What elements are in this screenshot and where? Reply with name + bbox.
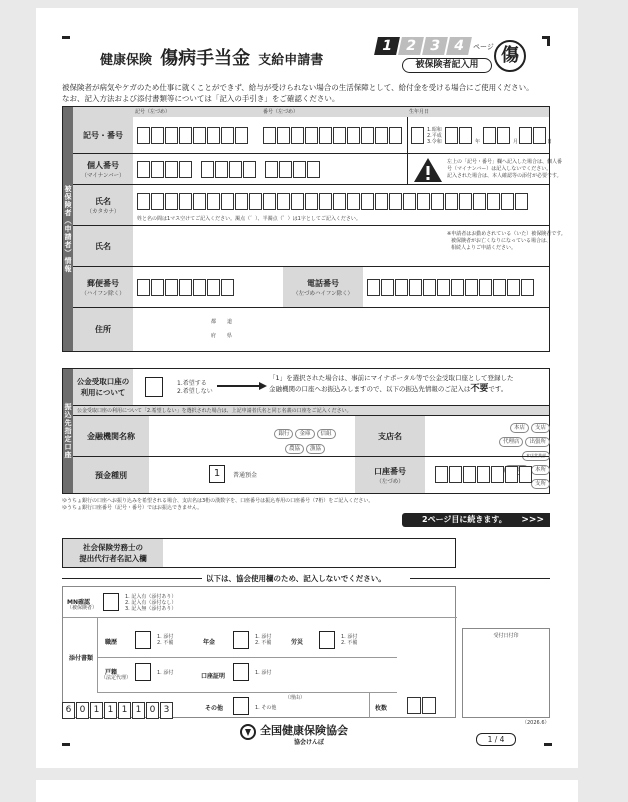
- rousai-opt-2: 2. 不備: [341, 640, 358, 646]
- name-input[interactable]: [135, 227, 405, 265]
- birth-divider: [407, 117, 408, 153]
- account-instruction-bar: [73, 405, 549, 416]
- insured-row-divider-1: [73, 153, 549, 154]
- bank-types: 銀行 金庫 信組 農協 漁協: [259, 424, 351, 454]
- next-page-edge: [36, 780, 578, 802]
- office-box: [62, 586, 456, 718]
- rousai-checkbox[interactable]: [319, 631, 335, 649]
- era-option-3: 3.令和: [427, 139, 442, 145]
- insured-row-divider-3: [73, 225, 549, 226]
- account-type-value[interactable]: 1: [209, 465, 225, 483]
- kyoukai-logo-icon: [240, 724, 256, 740]
- shokureki-label: 職歴: [105, 639, 118, 646]
- public-account-label: 公金受取口座の 利用について: [73, 369, 133, 405]
- insured-row-divider-2: [73, 184, 549, 185]
- office-vline-1: [97, 617, 98, 692]
- office-divider-2: [97, 657, 397, 658]
- pref-ken: 県: [227, 333, 233, 339]
- kouza-checkbox[interactable]: [233, 663, 249, 681]
- yucho-note-2: ゆうちょ銀行口座番号（記号・番号）ではお振込できません。: [62, 505, 203, 511]
- corner-mark-tr-v: [547, 36, 550, 46]
- corner-mark-bl: [62, 743, 70, 746]
- office-rule-left: [62, 578, 202, 579]
- public-account-checkbox[interactable]: [145, 377, 163, 397]
- number-hint: 番号（左づめ）: [263, 109, 299, 115]
- mynumber-divider: [407, 154, 408, 184]
- form-code: 6 0 1 1 1 1 0 3: [62, 702, 174, 719]
- mynumber-cells-c[interactable]: [265, 161, 321, 178]
- org-name: 全国健康保険協会: [260, 724, 348, 737]
- kouza-label: 口座証明: [201, 673, 226, 680]
- page-indicator: 1 / 4: [476, 733, 516, 746]
- mynumber-note-2: 号（マイナンバー）は記入しないでください。: [447, 166, 552, 172]
- shokureki-opt-1: 1. 添付: [157, 634, 174, 640]
- insured-badge: 被保険者記入用: [402, 58, 492, 73]
- insured-section: [62, 106, 566, 352]
- title-suffix: 支給申請書: [258, 53, 324, 68]
- step-2: 2: [398, 37, 424, 55]
- account-no-label: 口座番号 （左づめ）: [355, 457, 425, 493]
- warning-icon: [413, 157, 443, 183]
- mn-sub: （被保険者）: [67, 605, 98, 611]
- step-1: 1: [374, 37, 400, 55]
- reason-label: （理由）: [285, 695, 306, 701]
- mynumber-note-1: 左上の「記号・番号」欄へ記入した場合は、個人番: [447, 159, 563, 165]
- birth-year-cells[interactable]: [445, 127, 473, 144]
- form-page: [36, 8, 578, 768]
- public-note-emph: 不要: [470, 384, 489, 394]
- yucho-note-1: ゆうちょ銀行の口座へお振り込みを希望される場合、支店名は3桁の漢数字を、口座番号は振込専用の口座番号（7桁）をご記入ください。: [62, 498, 374, 504]
- birth-era-cell[interactable]: [411, 127, 424, 144]
- name-label: 氏名: [73, 226, 133, 266]
- koseki-label: 戸籍: [105, 669, 118, 676]
- other-label: その他: [205, 705, 224, 712]
- org-sub: 協会けんぽ: [294, 739, 325, 746]
- bank-name-label: 金融機関名称: [73, 416, 149, 456]
- koseki-sub: （法定代理）: [101, 675, 132, 681]
- era-option-1: 1.昭和: [427, 127, 442, 133]
- nenkin-label: 年金: [203, 639, 216, 646]
- intro-line-1: 被保険者が病気やケガのため仕事に就くことができず、給与が受けられない場合の生活保障として、給付金を受ける場合にご使用ください。: [62, 83, 534, 92]
- shokureki-checkbox[interactable]: [135, 631, 151, 649]
- office-divider-1: [63, 617, 457, 618]
- sharoushi-input[interactable]: [165, 540, 455, 566]
- title-main: 傷病手当金: [160, 48, 251, 69]
- birth-hint: 生年月日: [409, 109, 430, 115]
- kana-cells[interactable]: [137, 193, 529, 210]
- other-checkbox[interactable]: [233, 697, 249, 715]
- public-note-2: 金融機関の口座へお振込みしますので、以下の振込先情報のご記入は: [269, 385, 471, 393]
- sharoushi-box: [62, 538, 456, 568]
- arrow-right-icon: [217, 382, 267, 390]
- intro-line-2: なお、記入方法および添付書類等については「記入の手引き」をご確認ください。: [62, 94, 340, 103]
- page-word: ページ: [473, 43, 494, 51]
- name-note-3: 相続人よりご申請ください。: [451, 245, 517, 251]
- rousai-label: 労災: [291, 639, 304, 646]
- mn-opt-2: 2. 記入有（添付なし）: [125, 600, 177, 606]
- mn-checkbox[interactable]: [103, 593, 119, 611]
- pref-do: 道: [227, 319, 233, 325]
- name-note-2: 被保険者がお亡くなりになっている場合は、: [451, 238, 552, 244]
- birth-day-cells[interactable]: [519, 127, 547, 144]
- kana-note: 姓と名の間は1マス空けてご記入ください。濁点（゛）、半濁点（゜）は1字としてご記入ください。: [137, 216, 361, 222]
- mn-opt-3: 3. 記入無（添付あり）: [125, 606, 177, 612]
- public-note-1: 「1」を選択された場合は、事前にマイナポータル等で公金受取口座として登録した: [269, 374, 514, 382]
- address-input[interactable]: [135, 309, 549, 349]
- era-option-2: 2.平成: [427, 133, 442, 139]
- account-section: [62, 368, 550, 494]
- corner-mark-br: [544, 743, 552, 746]
- insured-row-divider-5: [73, 307, 549, 308]
- mn-label: MN確認: [67, 599, 90, 606]
- public-note-end: です。: [488, 385, 508, 393]
- count-cells[interactable]: [407, 697, 437, 714]
- sharoushi-label: 社会保険労務士の 提出代行者名記入欄: [63, 539, 163, 567]
- pref-to: 都: [211, 319, 217, 325]
- public-option-2: 2.希望しない: [177, 388, 213, 395]
- title-prefix: 健康保険: [100, 53, 153, 68]
- mn-opt-1: 1. 記入有（添付あり）: [125, 594, 177, 600]
- record-hint: 記号（左づめ）: [135, 109, 171, 115]
- branch-name-input[interactable]: [427, 417, 487, 455]
- mynumber-note-3: 記入された場合は、本人確認等の添付が必要です。: [447, 173, 562, 179]
- nenkin-opt-1: 1. 添付: [255, 634, 272, 640]
- step-3: 3: [422, 37, 448, 55]
- office-divider-3: [97, 692, 397, 693]
- public-option-1: 1.希望する: [177, 380, 207, 387]
- version-label: （2026.6）: [522, 720, 550, 726]
- receipt-label: 受付日付印: [493, 633, 519, 639]
- record-no-label: 記号・番号: [73, 117, 133, 153]
- mynumber-label: 個人番号 （マイナンバー）: [73, 154, 133, 184]
- count-label: 枚数: [375, 705, 388, 712]
- kana-label: 氏名 （カタカナ）: [73, 185, 133, 225]
- office-rule-right: [410, 578, 550, 579]
- phone-cells[interactable]: [367, 279, 535, 296]
- mynumber-cells-b[interactable]: [201, 161, 257, 178]
- corner-mark-tl: [62, 36, 70, 39]
- postal-cells[interactable]: [137, 279, 235, 296]
- account-type-text: 普通預金: [233, 472, 258, 479]
- phone-label: 電話番号 （左づめハイフン除く）: [283, 267, 363, 307]
- account-type-label: 預金種別: [73, 457, 149, 493]
- rousai-opt-1: 1. 添付: [341, 634, 358, 640]
- nenkin-opt-2: 2. 不備: [255, 640, 272, 646]
- shokureki-opt-2: 2. 不備: [157, 640, 174, 646]
- chevrons-right-icon: >>>: [521, 515, 544, 525]
- mynumber-cells-a[interactable]: [137, 161, 193, 178]
- month-unit: 月: [513, 139, 519, 145]
- office-header: 以下は、協会使用欄のため、記入しないでください。: [206, 574, 386, 583]
- insured-sidebar: 被保険者（申請者）情報: [63, 107, 73, 351]
- pref-fu: 府: [211, 333, 217, 339]
- page-title: [100, 44, 323, 70]
- nenkin-checkbox[interactable]: [233, 631, 249, 649]
- birth-month-cells[interactable]: [483, 127, 511, 144]
- branch-name-label: 支店名: [355, 416, 425, 456]
- name-note-1: ※申請者はお勤めされている（いた）被保険者です。: [447, 231, 566, 237]
- record-symbol-cells[interactable]: [137, 127, 249, 144]
- record-number-cells[interactable]: [263, 127, 403, 144]
- account-no-cells[interactable]: [435, 466, 533, 483]
- account-instruction: 公金受取口座の利用について「2.希望しない」を選択された場合は、上記申請者氏名と同じ名義の口座をご記入ください。: [77, 408, 352, 414]
- step-4: 4: [446, 37, 472, 55]
- office-vline-2: [369, 692, 370, 718]
- koseki-checkbox[interactable]: [135, 663, 151, 681]
- other-opt-1: 1. その他: [255, 705, 277, 711]
- postal-label: 郵便番号 （ハイフン除く）: [73, 267, 133, 307]
- branch-types: 本店 支店 代理店 出張所 本所支所: [483, 419, 551, 489]
- attach-label: 添付書類: [69, 655, 94, 662]
- day-unit: 日: [547, 139, 553, 145]
- koseki-opt-1: 1. 添付: [157, 670, 174, 676]
- account-sidebar: 振込先指定口座: [63, 369, 73, 493]
- continue-banner: 2ページ目に続きます。 >>>: [402, 513, 550, 527]
- kouza-opt-1: 1. 添付: [255, 670, 272, 676]
- receipt-stamp-box: [462, 628, 550, 718]
- public-note-box: [269, 373, 545, 401]
- address-label: 住所: [73, 308, 133, 351]
- seal-badge: 傷: [494, 40, 526, 72]
- year-unit: 年: [475, 139, 481, 145]
